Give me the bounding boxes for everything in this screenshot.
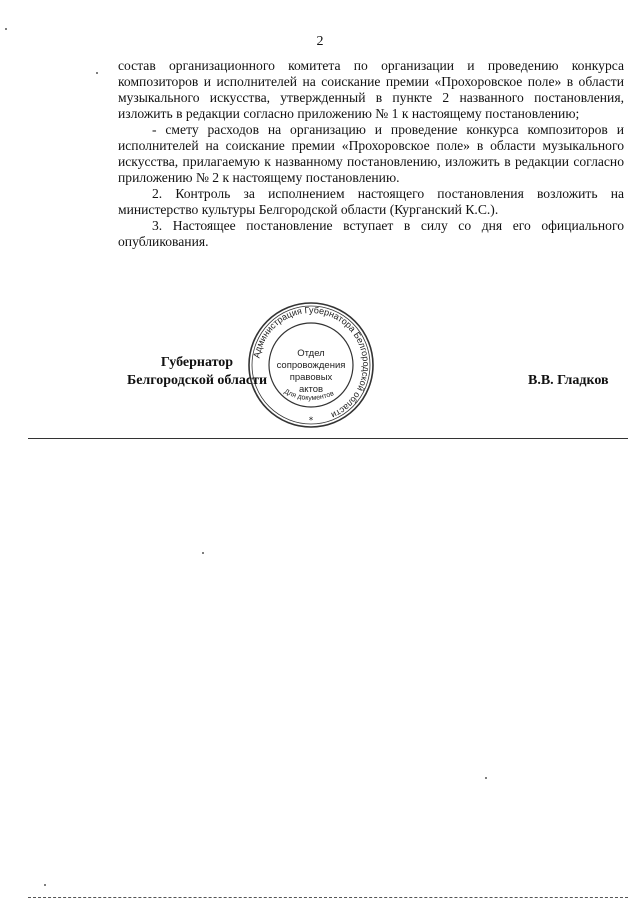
scan-speck [202,552,204,554]
stamp-inner-text [270,348,352,396]
scan-speck [44,884,46,886]
signatory-title-line1: Губернатор [160,355,234,370]
scan-speck [96,72,98,74]
paragraph-2: - смету расходов на организацию и проведение конкурса композиторов и исполнителей на соискание премии «Прохоровское поле» в области музыкального искусства, прилагаемую к названному постановлению, изложить в редакции согласно приложению № 2 к настоящему постановлению. [118,122,624,185]
paragraph-3: 2. Контроль за исполнением настоящего постановления возложить на министерство культуры Белгородской области (Курганский К.С.). [118,186,624,217]
signatory-title [112,354,282,390]
bottom-divider-line [28,897,628,898]
stamp-ring-text: Администрация Губернатора Белгородской области [251,304,372,421]
paragraph-4: 3. Настоящее постановление вступает в силу со дня его официального опубликования. [118,218,624,249]
stamp-line: правовых [289,372,333,383]
signatory-title-line2: Белгородской области [126,373,268,388]
scan-speck [485,777,487,779]
stamp-line: актов [298,384,324,395]
stamp-bottom-text: Для документов [282,388,335,403]
document-body [118,58,624,250]
scan-speck [5,28,7,30]
signatory-name: В.В. Гладков [528,373,609,388]
page-number: 2 [316,34,324,49]
paragraph-1: состав организационного комитета по организации и проведению конкурса композиторов и исполнителей на соискание премии «Прохоровское поле» в области музыкального искусства, утвержденный в пункте 2 названного постановления, изложить в редакции согласно приложению № 1 к настоящему постановлению; [118,58,624,121]
divider-line [28,438,628,439]
stamp-line: Отдел [297,348,325,359]
stamp-line: сопровождения [276,360,346,371]
stamp-star: * [308,416,314,426]
